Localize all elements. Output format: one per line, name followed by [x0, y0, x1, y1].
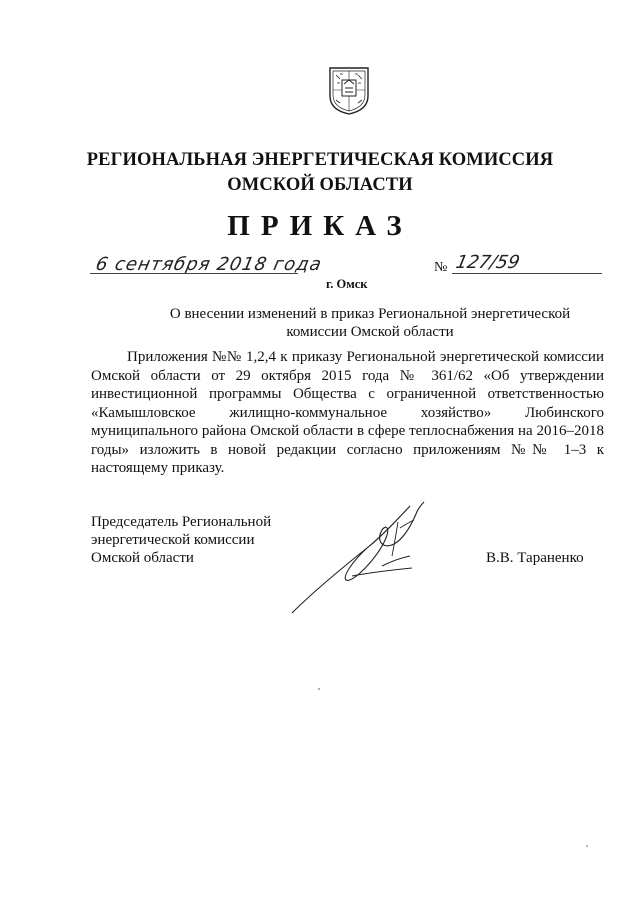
subject-line2: комиссии Омской области: [286, 324, 454, 340]
organization-name-line2: ОМСКОЙ ОБЛАСТИ: [227, 175, 413, 195]
city-label: г. Омск: [326, 277, 368, 291]
scan-speck: [586, 845, 588, 847]
signatory-position-line3: Омской области: [91, 550, 194, 566]
document-type-title: ПРИКАЗ: [227, 210, 413, 242]
handwritten-date: 6 сентября 2018 года: [93, 254, 325, 275]
signatory-position-line2: энергетической комиссии: [91, 532, 255, 548]
signatory-position-line1: Председатель Региональной: [91, 514, 272, 530]
number-prefix: №: [434, 260, 448, 275]
number-underline: [452, 273, 602, 274]
signer-name: В.В. Тараненко: [486, 550, 584, 566]
organization-name-line1: РЕГИОНАЛЬНАЯ ЭНЕРГЕТИЧЕСКАЯ КОМИССИЯ: [86, 150, 554, 170]
body-paragraph: Приложения №№ 1,2,4 к приказу Региональной энергетической комиссии Омской области от 29 октября 2015 года № 361/62 «Об утверждении инвестиционной программы Общества с ограниченной ответственностью «Камышловское жилищно-коммунальное хозяйство» Любинского муниципального района Омской области в сфере теплоснабжения на 2016–2018 годы» изложить в новой редакции согласно приложениям №№ 1–3 к настоящему приказу.: [91, 349, 604, 476]
signature-icon: [282, 498, 442, 618]
coat-of-arms-icon: [328, 66, 370, 116]
signatory-position: [91, 513, 271, 567]
order-subject: [150, 305, 590, 341]
date-underline: [90, 273, 298, 274]
subject-line1: О внесении изменений в приказ Региональной энергетической: [169, 306, 571, 322]
handwritten-order-number: 127/59: [453, 252, 522, 273]
scan-speck: [318, 688, 320, 690]
